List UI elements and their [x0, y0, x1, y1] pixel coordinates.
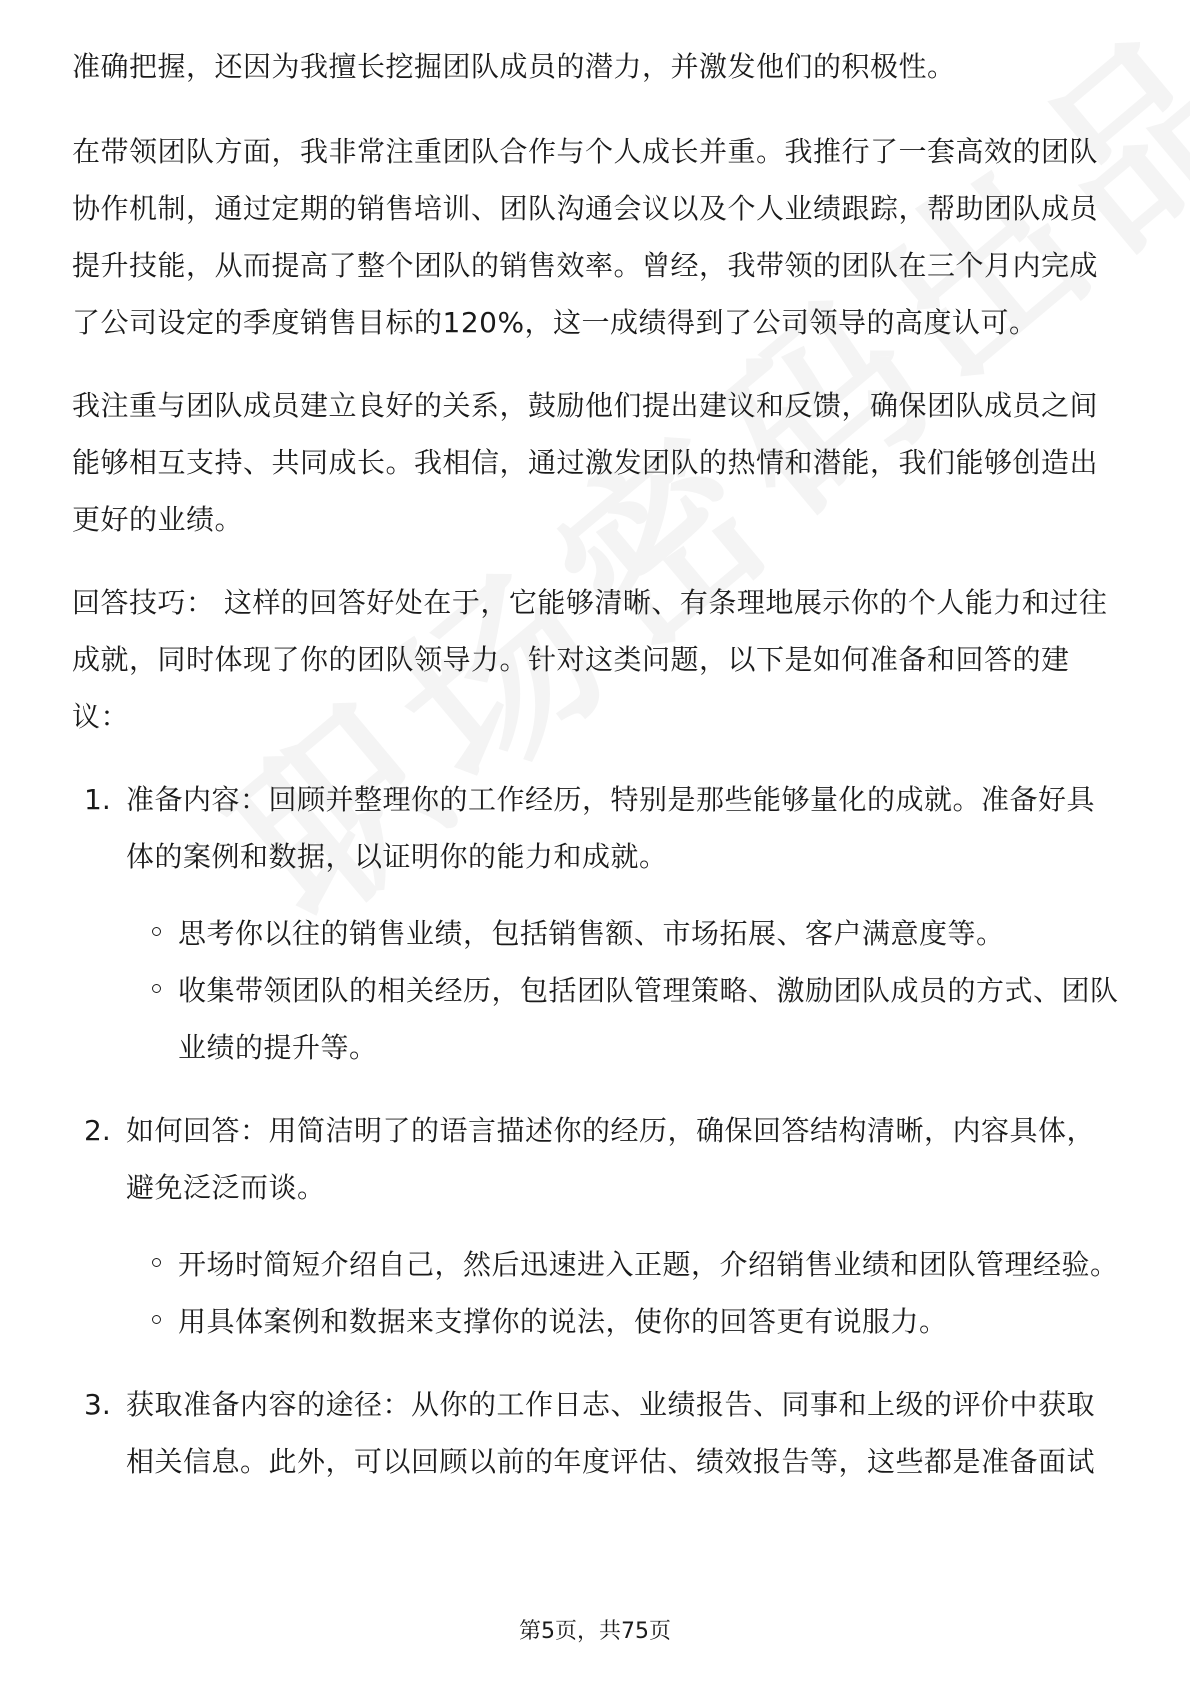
sub-list-item-text: 开场时简短介绍自己，然后迅速进入正题，介绍销售业绩和团队管理经验。 [178, 1248, 1119, 1281]
list-item-text: 如何回答：用简洁明了的语言描述你的经历，确保回答结构清晰，内容具体，避免泛泛而谈。 [126, 1114, 1096, 1204]
sub-list-item [126, 1236, 1122, 1293]
sub-list-item [126, 905, 1122, 962]
paragraph-team-leadership: 在带领团队方面，我非常注重团队合作与个人成长并重。我推行了一套高效的团队协作机制，通过定期的销售培训、团队沟通会议以及个人业绩跟踪，帮助团队成员提升技能，从而提高了整个团队的销售效率。曾经，我带领的团队在三个月内完成了公司设定的季度销售目标的120%，这一成绩得到了公司领导的高度认可。 [72, 135, 1099, 339]
sub-list-item [126, 962, 1122, 1076]
sub-list-item-text: 用具体案例和数据来支撑你的说法，使你的回答更有说服力。 [178, 1305, 948, 1338]
list-item [72, 1102, 1122, 1350]
list-item [72, 771, 1122, 1076]
list-item-text: 获取准备内容的途径：从你的工作日志、业绩报告、同事和上级的评价中获取相关信息。此外，可以回顾以前的年度评估、绩效报告等，这些都是准备面试 [126, 1388, 1096, 1478]
tips-list [72, 771, 1122, 1490]
list-number: 2. [84, 1114, 111, 1147]
circle-bullet-icon [152, 1258, 161, 1267]
paragraph-relationships: 我注重与团队成员建立良好的关系，鼓励他们提出建议和反馈，确保团队成员之间能够相互支持、共同成长。我相信，通过激发团队的热情和潜能，我们能够创造出更好的业绩。 [72, 389, 1099, 536]
sub-list [126, 905, 1122, 1076]
page-footer: 第5页，共75页 [519, 1619, 671, 1644]
circle-bullet-icon [152, 927, 161, 936]
list-item-text: 准备内容：回顾并整理你的工作经历，特别是那些能够量化的成就。准备好具体的案例和数据，以证明你的能力和成就。 [126, 783, 1096, 873]
paragraph-intro: 准确把握，还因为我擅长挖掘团队成员的潜力，并激发他们的积极性。 [72, 50, 956, 83]
list-item [72, 1376, 1122, 1490]
paragraph-answer-tips: 回答技巧： 这样的回答好处在于，它能够清晰、有条理地展示你的个人能力和过往成就，同时体现了你的团队领导力。针对这类问题，以下是如何准备和回答的建议： [72, 586, 1108, 733]
document-body [72, 38, 1122, 1516]
circle-bullet-icon [152, 984, 161, 993]
circle-bullet-icon [152, 1315, 161, 1324]
sub-list-item [126, 1293, 1122, 1350]
list-number: 1. [84, 783, 111, 816]
sub-list-item-text: 思考你以往的销售业绩，包括销售额、市场拓展、客户满意度等。 [178, 917, 1005, 950]
list-number: 3. [84, 1388, 111, 1421]
sub-list-item-text: 收集带领团队的相关经历，包括团队管理策略、激励团队成员的方式、团队业绩的提升等。 [178, 974, 1119, 1064]
sub-list [126, 1236, 1122, 1350]
